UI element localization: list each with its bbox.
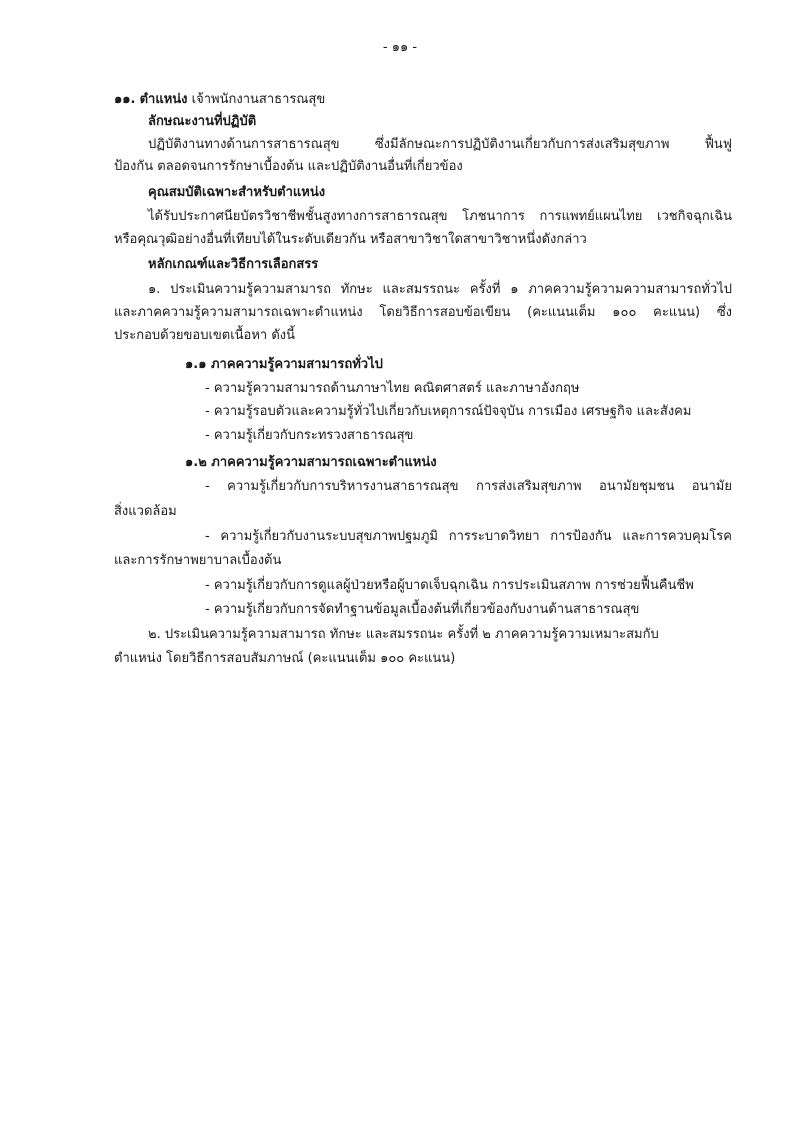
criteria-item2-line-2: ตำแหน่ง โดยวิธีการสอบสัมภาษณ์ (คะแนนเต็ม ๑๐๐ คะแนน) bbox=[114, 651, 456, 666]
qualifications-line-2: หรือคุณวุฒิอย่างอื่นที่เทียบได้ในระดับเดียวกัน หรือสาขาวิชาใดสาขาวิชาหนึ่งดังกล่าว bbox=[114, 232, 587, 247]
position-label: ตำแหน่ง bbox=[139, 92, 188, 107]
qualifications-heading: คุณสมบัติเฉพาะสำหรับตำแหน่ง bbox=[148, 185, 326, 200]
position-header bbox=[114, 91, 325, 109]
section-1-2-item1-line-1: - ความรู้เกี่ยวกับการบริหารงานสาธารณสุข การส่งเสริมสุขภาพ อนามัยชุมชน อนามัย bbox=[205, 479, 732, 494]
section-1-1-item: - ความรู้เกี่ยวกับกระทรวงสาธารณสุข bbox=[205, 428, 414, 443]
duties-line-2: ป้องกัน ตลอดจนการรักษาเบื้องต้น และปฏิบัติงานอื่นที่เกี่ยวข้อง bbox=[114, 159, 463, 174]
page-number: - ๑๑ - bbox=[382, 40, 418, 55]
section-1-1-heading: ๑.๑ ภาคความรู้ความสามารถทั่วไป bbox=[185, 357, 383, 372]
position-title: เจ้าพนักงานสาธารณสุข bbox=[191, 92, 326, 107]
position-number: ๑๑. bbox=[114, 92, 136, 107]
duties-heading: ลักษณะงานที่ปฏิบัติ bbox=[148, 114, 257, 129]
duties-line-1: ปฏิบัติงานทางด้านการสาธารณสุข ซึ่งมีลักษณะการปฏิบัติงานเกี่ยวกับการส่งเสริมสุขภาพ ฟื้นฟู bbox=[148, 137, 732, 152]
criteria-item1-line-2: และภาคความรู้ความสามารถเฉพาะตำแหน่ง โดยวิธีการสอบข้อเขียน (คะแนนเต็ม ๑๐๐ คะแนน) ซึ่ง bbox=[114, 305, 732, 320]
section-1-2-item2-line-1: - ความรู้เกี่ยวกับงานระบบสุขภาพปฐมภูมิ การระบาดวิทยา การป้องกัน และการควบคุมโรค bbox=[205, 529, 732, 544]
section-1-2-item3: - ความรู้เกี่ยวกับการดูแลผู้ป่วยหรือผู้บาดเจ็บฉุกเฉิน การประเมินสภาพ การช่วยฟื้นคืนชีพ bbox=[205, 578, 694, 593]
section-1-2-item2-line-2: และการรักษาพยาบาลเบื้องต้น bbox=[114, 553, 282, 568]
section-1-1-item: - ความรู้ความสามารถด้านภาษาไทย คณิตศาสตร์ และภาษาอังกฤษ bbox=[205, 381, 580, 396]
criteria-item2-line-1: ๒. ประเมินความรู้ความสามารถ ทักษะ และสมรรถนะ ครั้งที่ ๒ ภาคความรู้ความเหมาะสมกับ bbox=[148, 627, 659, 642]
criteria-item1-line-1: ๑. ประเมินความรู้ความสามารถ ทักษะ และสมรรถนะ ครั้งที่ ๑ ภาคความรู้ความความสามารถทั่วไป bbox=[148, 282, 732, 297]
qualifications-line-1: ได้รับประกาศนียบัตรวิชาชีพชั้นสูงทางการสาธารณสุข โภชนาการ การแพทย์แผนไทย เวชกิจฉุกเฉิน bbox=[148, 209, 732, 224]
section-1-1-item: - ความรู้รอบตัวและความรู้ทั่วไปเกี่ยวกับเหตุการณ์ปัจจุบัน การเมือง เศรษฐกิจ และสังคม bbox=[205, 404, 692, 419]
section-1-2-heading: ๑.๒ ภาคความรู้ความสามารถเฉพาะตำแหน่ง bbox=[185, 455, 437, 470]
section-1-2-item4: - ความรู้เกี่ยวกับการจัดทำฐานข้อมูลเบื้องต้นที่เกี่ยวข้องกับงานด้านสาธารณสุข bbox=[205, 602, 640, 617]
section-1-2-item1-line-2: สิ่งแวดล้อม bbox=[114, 504, 177, 519]
criteria-heading: หลักเกณฑ์และวิธีการเลือกสรร bbox=[148, 257, 319, 272]
criteria-item1-line-3: ประกอบด้วยขอบเขตเนื้อหา ดังนี้ bbox=[114, 328, 296, 343]
